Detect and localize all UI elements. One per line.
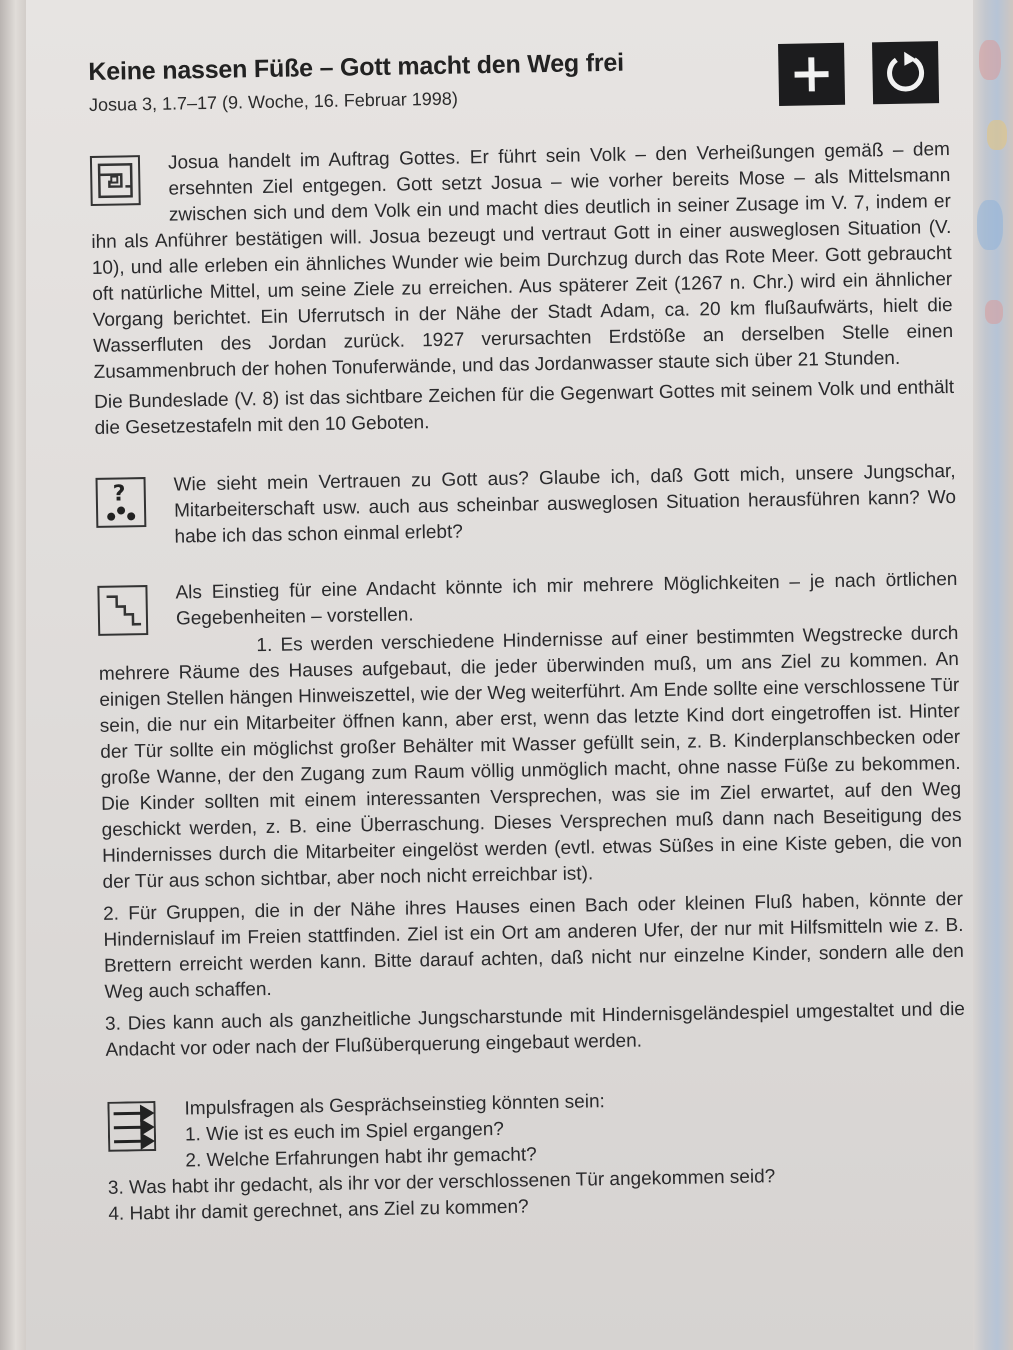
background-text: Josua handelt im Auftrag Gottes. Er führt sein Volk – den Verheißungen gemäß – dem ersehnten Ziel entgegen. Gott setzt Josua – wie vorher bereits Mose – als Mittelsmann zwischen sich und dem Volk ein und macht dies deutlich in seiner Zusage im V. 7, indem er ihn als Anführer bestätigen will. Josua bezeugt und vertraut Gott in einer ausweglosen Situation (V. 10), und alle erleben ein ähnliches Wunder wie beim Durchzug durch das Rote Meer. Gott gebraucht oft natürliche Mittel, um seine Ziele zu erreichen. Aus späterer Zeit (1267 n. Chr.) wird ein ähnlicher Vorgang berichtet. Ein Uferrutsch in der Nähe der Stadt Adam, ca. 20 km flußaufwärts, hielt die Wasserfluten des Jordan zurück. 1927 verursachten Erdstöße an derselben Stelle einen Zusammenbruch der hohen Tonuferwände, und das Jordanwasser staute sich über 21 Stunden. bbox=[91, 138, 954, 383]
maze-icon bbox=[90, 155, 141, 206]
intro-lead: Als Einstieg für eine Andacht könnte ich mir mehrere Möglichkeiten – je nach örtlichen Gegebenheiten – vorstellen. bbox=[175, 568, 958, 630]
question-mark-icon bbox=[96, 477, 147, 528]
intro-section bbox=[97, 567, 965, 1064]
impulse-question-4: 4. Habt ihr damit gerechnet, ans Ziel zu kommen? bbox=[108, 1196, 529, 1225]
rotate-arrow-icon bbox=[872, 41, 939, 104]
impulse-question-2: 2. Welche Erfahrungen habt ihr gemacht? bbox=[185, 1144, 537, 1172]
scripture-reference: Josua 3, 1.7–17 (9. Woche, 16. Februar 1998) bbox=[88, 88, 459, 115]
arrows-icon bbox=[106, 1101, 157, 1152]
reflection-text: Wie sieht mein Vertrauen zu Gott aus? Glaube ich, daß Gott mich, unsere Jungschar, Mitarbeiterschaft usw. auch aus scheinbar ausweglosen Situation herausführen kann? Wo habe ich das schon einmal erlebt? bbox=[173, 460, 957, 548]
plus-icon bbox=[778, 43, 845, 106]
neighbor-page-text bbox=[2, 150, 22, 1050]
option-2: 2. Für Gruppen, die in der Nähe ihres Hauses einen Bach oder kleinen Fluß haben, könnte der Hindernislauf im Freien stattfinden. Ziel ist ein Ort am anderen Ufer, der nur mit Hilfsmitteln wie z. B. Brettern erreicht werden kann. Bitte darauf achten, daß nicht nur einzelne Kinder, sondern alle den Weg auch schaffen. bbox=[102, 888, 965, 1003]
left-page-edge bbox=[0, 0, 26, 1350]
option-3: 3. Dies kann auch als ganzheitliche Jungscharstunde mit Hindernisgeländespiel umgestaltet und die Andacht vor oder nach der Flußüberquerung eingebaut werden. bbox=[104, 998, 966, 1061]
page-title: Keine nassen Füße – Gott macht den Weg frei bbox=[88, 48, 625, 86]
page-content bbox=[88, 33, 968, 1228]
reflection-section bbox=[95, 459, 956, 552]
impulse-question-1: 1. Wie ist es euch im Spiel ergangen? bbox=[184, 1118, 505, 1146]
right-page-edge bbox=[973, 0, 1013, 1350]
impulse-section bbox=[106, 1083, 968, 1228]
background-text-ark: Die Bundeslade (V. 8) ist das sichtbare Zeichen für die Gegenwart Gottes mit seinem Volk und enthält die Gesetzestafeln mit den 10 Geboten. bbox=[94, 376, 955, 439]
intro-options bbox=[98, 621, 965, 1064]
stairs-icon bbox=[97, 585, 148, 636]
book-page bbox=[26, 0, 973, 1350]
header-icons bbox=[778, 41, 939, 106]
background-section bbox=[90, 137, 955, 442]
impulse-lead: Impulsfragen als Gesprächseinstieg könnten sein: bbox=[184, 1091, 606, 1120]
svg-text:?: ? bbox=[112, 481, 126, 507]
option-1: 1. Es werden verschiedene Hindernisse auf einer bestimmten Wegstrecke durch mehrere Räume des Hauses aufgebaut, die jeder überwinden muß, um ans Ziel zu kommen. An einigen Stellen hängen Hinweiszettel, wie der Weg weiterführt. Am Ende sollte eine verschlossene Tür sein, die nur ein Mitarbeiter öffnen kann, aber erst, wenn das letzte Kind dort eingetroffen ist. Hinter der Tür sollte ein möglichst großer Behälter mit Wasser gefüllt sein, z. B. Kinderplanschbecken oder große Wanne, der den Zugang zum Raum völlig unmöglich macht, ohne nasse Füße zu bekommen. Die Kinder sollten mit einem interessanten Versprechen, was sie im Ziel erwartet, auf den Weg geschickt werden, z. B. eine Überraschung. Dieses Versprechen muß dann nach Beseitigung des Hindernisses durch die Mitarbeiter eingelöst werden (evtl. etwas Süßes in eine Kiste geben, die von der Tür aus schon sichtbar, aber noch nicht erreichbar ist). bbox=[98, 622, 963, 893]
impulse-question-3: 3. Was habt ihr gedacht, als ihr vor der verschlossenen Tür angekommen seid? bbox=[107, 1166, 776, 1199]
